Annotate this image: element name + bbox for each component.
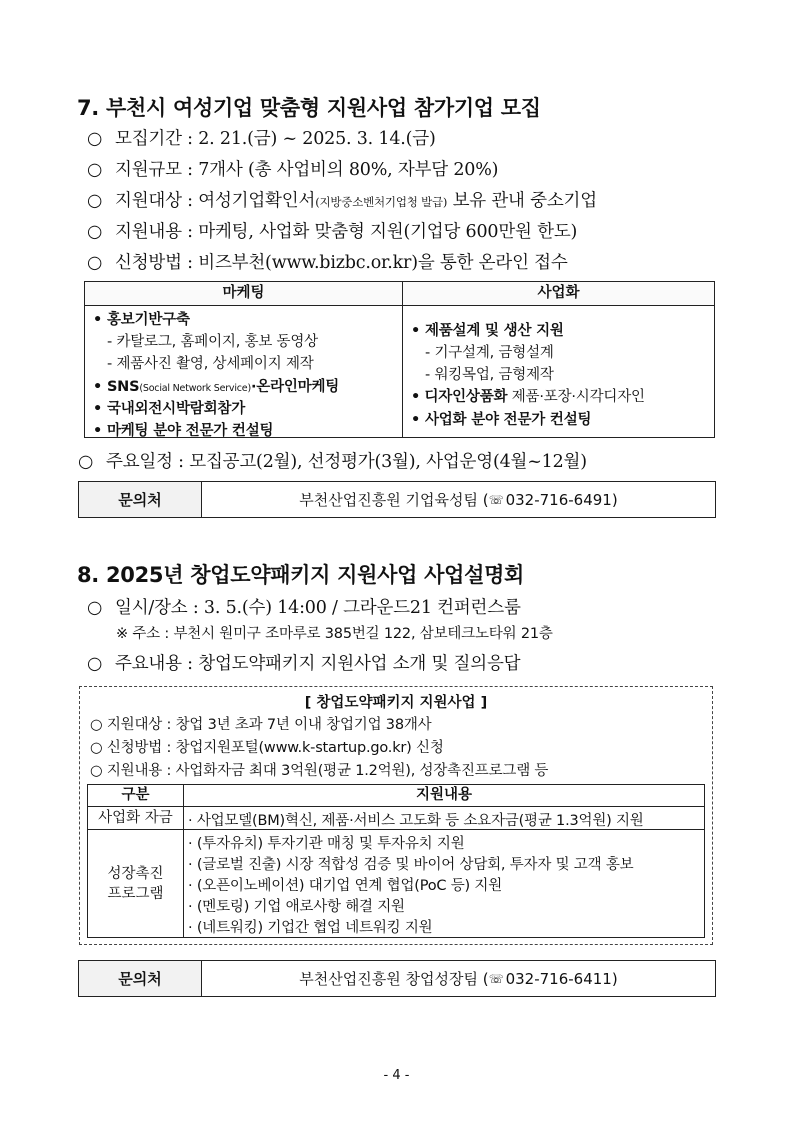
program-summary-box: [79, 686, 713, 945]
section8-heading: 8. 2025년 창업도약패키지 지원사업 사업설명회: [77, 563, 525, 587]
circle-bullet: ○: [87, 129, 103, 149]
section8-contact: [78, 960, 716, 997]
program-table-cell: · (글로벌 진출) 시장 적합성 검증 및 바이어 상담회, 투자자 및 고객 홍보: [188, 857, 634, 873]
contact-value: 부천산업진흥원 기업육성팀 ( ☏ 032-716-6491): [299, 490, 618, 509]
box-line: ○ 지원대상 : 창업 3년 초과 7년 이내 창업기업 38개사: [90, 717, 432, 733]
circle-bullet: ○: [78, 452, 94, 472]
program-table-header: 지원내용: [184, 785, 704, 807]
table-rule: [184, 829, 704, 830]
commercialization-subitem: - 워킹목업, 금형제작: [425, 367, 554, 383]
program-table-header: 구분: [88, 785, 184, 807]
program-table-cell: · 사업모델(BM)혁신, 제품·서비스 고도화 등 소요자금(평균 1.3억원) 지원: [188, 813, 644, 829]
support-table: [84, 281, 715, 438]
circle-bullet: ○: [87, 654, 103, 674]
section7-item-target: ○ 지원대상 : 여성기업확인서(지방중소벤처기업청 발급) 보유 관내 중소기업: [87, 191, 597, 211]
marketing-item: • 국내외전시박람회참가: [93, 401, 246, 417]
section8-address-note: ※ 주소 : 부천시 원미구 조마루로 385번길 122, 삼보테크노타워 21층: [116, 626, 553, 642]
program-table-cell: · (투자유치) 투자기관 매칭 및 투자유치 지원: [188, 836, 465, 852]
table-header-commercialization: 사업화: [403, 282, 714, 306]
section7-heading: 7. 부천시 여성기업 맞춤형 지원사업 참가기업 모집: [77, 96, 541, 120]
commercialization-item: • 디자인상품화 제품·포장·시각디자인: [411, 389, 645, 405]
marketing-item: • 홍보기반구축: [93, 312, 190, 328]
box-line: ○ 지원내용 : 사업화자금 최대 3억원(평균 1.2억원), 성장촉진프로그램 등: [90, 763, 549, 779]
section8-item-datetime: ○ 일시/장소 : 3. 5.(수) 14:00 / 그라운드21 컨퍼런스룸: [87, 598, 521, 618]
circle-bullet: ○: [87, 222, 103, 242]
circle-bullet: ○: [87, 160, 103, 180]
page-number: - 4 -: [383, 1068, 410, 1083]
marketing-subitem: - 제품사진 촬영, 상세페이지 제작: [107, 356, 314, 372]
table-divider: [402, 305, 403, 437]
box-line: ○ 신청방법 : 창업지원포털(www.k-startup.go.kr) 신청: [90, 740, 444, 756]
marketing-subitem: - 카탈로그, 홈페이지, 홍보 동영상: [107, 334, 318, 350]
table-header-marketing: 마케팅: [85, 282, 403, 306]
contact-label: 문의처: [79, 482, 202, 517]
section7-item-period: ○ 모집기간 : 2. 21.(금) ~ 2025. 3. 14.(금): [87, 129, 436, 149]
section7-item-method: ○ 신청방법 : 비즈부천(www.bizbc.or.kr)을 통한 온라인 접수: [87, 253, 568, 273]
phone-icon: ☏: [488, 971, 504, 986]
section7-schedule: ○ 주요일정 : 모집공고(2월), 선정평가(3월), 사업운영(4월~12월): [78, 452, 587, 472]
program-table-cell: · (네트워킹) 기업간 협업 네트워킹 지원: [188, 920, 433, 936]
circle-bullet: ○: [87, 191, 103, 211]
commercialization-subitem: - 기구설계, 금형설계: [425, 345, 554, 361]
section7-item-scale: ○ 지원규모 : 7개사 (총 사업비의 80%, 자부담 20%): [87, 160, 499, 180]
marketing-item: • SNS(Social Network Service)·온라인마케팅: [93, 379, 340, 395]
circle-bullet: ○: [87, 253, 103, 273]
section7-item-content: ○ 지원내용 : 마케팅, 사업화 맞춤형 지원(기업당 600만원 한도): [87, 222, 578, 242]
commercialization-item: • 사업화 분야 전문가 컨설팅: [411, 412, 592, 428]
program-table-cell: · (오픈이노베이션) 대기업 연계 협업(PoC 등) 지원: [188, 878, 503, 894]
program-table: [87, 784, 705, 938]
phone-icon: ☏: [488, 492, 504, 507]
contact-value: 부천산업진흥원 창업성장팀 ( ☏ 032-716-6411): [299, 969, 618, 988]
commercialization-item: • 제품설계 및 생산 지원: [411, 323, 564, 339]
contact-label: 문의처: [79, 961, 202, 996]
section7-contact: [78, 481, 716, 518]
marketing-item: • 마케팅 분야 전문가 컨설팅: [93, 423, 274, 439]
program-table-cell: 사업화 자금: [88, 807, 184, 830]
program-table-cell: · (멘토링) 기업 애로사항 해결 지원: [188, 899, 405, 915]
program-table-cell: 성장촉진 프로그램: [88, 830, 184, 937]
section8-item-content: ○ 주요내용 : 창업도약패키지 지원사업 소개 및 질의응답: [87, 654, 521, 674]
circle-bullet: ○: [87, 598, 103, 618]
box-title: [ 창업도약패키지 지원사업 ]: [304, 695, 488, 711]
